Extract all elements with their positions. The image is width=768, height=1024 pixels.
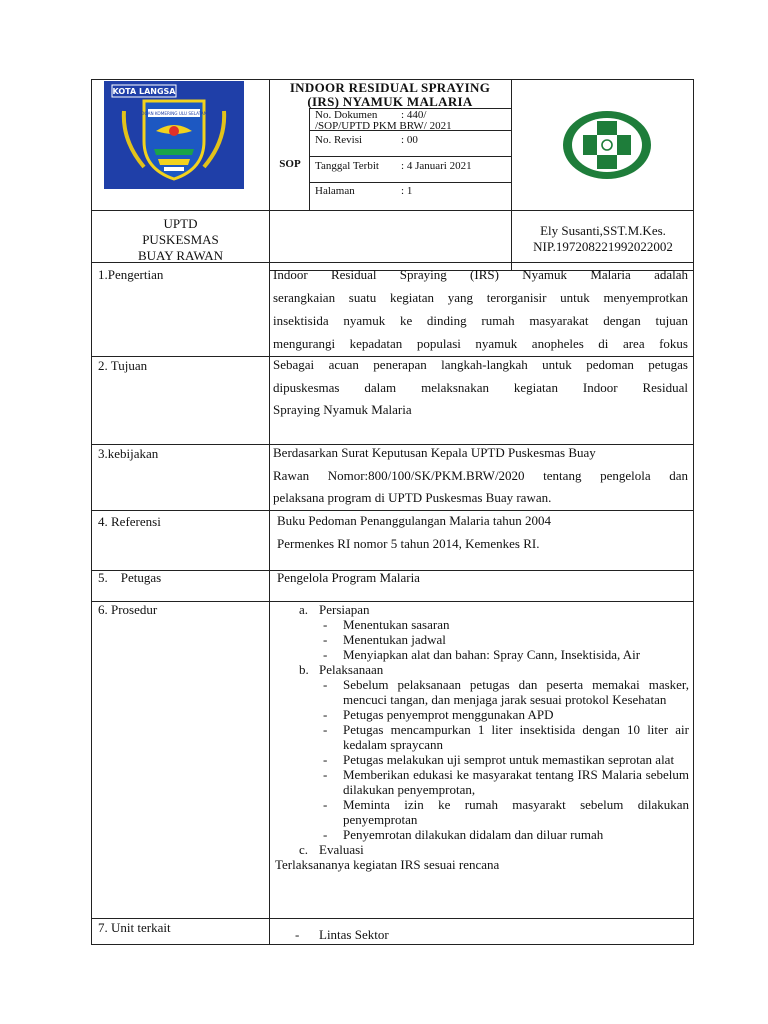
text-line: insektisida nyamuk ke dinding rumah masyarakat dengan tujuan — [273, 313, 688, 328]
item-text: Lintas Sektor — [319, 927, 389, 942]
dash-marker: - — [295, 927, 300, 942]
region-emblem — [104, 81, 244, 189]
org-line-1: UPTD — [163, 216, 198, 231]
section-label-referensi: 4. Referensi — [98, 514, 161, 529]
text-line: dipuskesmas dalam melaksnakan kegiatan Indoor Residual — [273, 379, 688, 395]
procedure-item — [273, 767, 689, 797]
section-text-kebijakan — [273, 442, 688, 510]
divider — [309, 108, 310, 210]
text-line: Buku Pedoman Penanggulangan Malaria tahun 2004 — [277, 513, 552, 528]
field-value: 00 — [406, 134, 418, 146]
group-marker: a. — [299, 602, 309, 617]
organization-name — [92, 216, 269, 264]
section-label-unit-terkait: 7. Unit terkait — [98, 920, 171, 935]
org-line-3: BUAY RAWAN — [137, 248, 224, 263]
text-line: Indoor Residual Spraying (IRS) Nyamuk Malaria adalah — [273, 267, 688, 282]
group-marker: b. — [299, 662, 309, 677]
field-sep: : — [401, 134, 405, 146]
text-line: Spraying Nyamuk Malaria — [273, 402, 412, 417]
field-label: Tanggal Terbit — [315, 160, 379, 172]
section-label-kebijakan: 3.kebijakan — [98, 446, 159, 461]
field-no-revisi — [315, 134, 511, 147]
item-text: Petugas melakukan uji semprot untuk memastikan seprotan alat — [343, 752, 675, 767]
field-label: No. Dokumen — [315, 109, 378, 121]
section-label-tujuan: 2. Tujuan — [98, 358, 148, 373]
section-label-prosedur: 6. Prosedur — [98, 602, 158, 617]
group-title: Evaluasi — [319, 842, 364, 857]
procedure-group — [273, 842, 689, 857]
procedure-item — [273, 797, 689, 827]
procedure-group — [273, 602, 689, 617]
sop-label: SOP — [279, 158, 301, 170]
dash-marker: - — [323, 677, 328, 692]
field-value: 4 Januari 2021 — [406, 160, 472, 172]
procedure-item — [273, 647, 689, 662]
divider — [309, 156, 511, 157]
divider — [92, 210, 693, 211]
dash-marker: - — [323, 617, 328, 632]
item-text: Petugas mencampurkan 1 liter insektisida dengan 10 liter air kedalam spraycann — [343, 722, 689, 752]
text-line: Sebagai acuan penerapan langkah-langkah untuk pedoman petugas — [273, 357, 688, 372]
puskesmas-logo — [559, 107, 655, 183]
item-text: Menentukan jadwal — [343, 632, 446, 647]
procedure-item — [273, 752, 689, 767]
text-line: pelaksana program di UPTD Puskesmas Buay rawan. — [273, 490, 552, 505]
emblem-banner: OGAN KOMERING ULU SELATAN — [141, 111, 207, 116]
procedure-item — [273, 827, 689, 842]
divider — [309, 182, 511, 183]
sop-document — [91, 79, 694, 945]
section-text-petugas: Pengelola Program Malaria — [277, 570, 420, 585]
group-title: Pelaksanaan — [319, 662, 384, 677]
item-text: Menyiapkan alat dan bahan: Spray Cann, Insektisida, Air — [343, 647, 641, 662]
item-text: Memberikan edukasi ke masyarakat tentang IRS Malaria sebelum dilakukan penyemprotan, — [343, 767, 689, 797]
field-sep: : — [401, 109, 405, 121]
dash-marker: - — [323, 707, 328, 722]
procedure-list — [273, 602, 689, 872]
list-item — [273, 927, 689, 943]
group-marker: c. — [299, 842, 309, 857]
field-sep: : — [401, 185, 405, 197]
divider — [92, 918, 693, 919]
item-text: Menentukan sasaran — [343, 617, 450, 632]
item-text: Sebelum pelaksanaan petugas dan peserta memakai masker, mencuci tangan, dan menjaga jarak sesuai protokol Kesehatan — [343, 677, 689, 707]
field-value: 440/ — [406, 109, 427, 121]
section-text-referensi — [277, 510, 688, 555]
procedure-footer: Terlaksananya kegiatan IRS sesuai rencana — [275, 857, 500, 872]
text-line: Berdasarkan Surat Keputusan Kepala UPTD Puskesmas Buay — [273, 445, 596, 460]
section-text-pengertian — [273, 263, 688, 355]
text-line: Rawan Nomor:800/100/SK/PKM.BRW/2020 tentang pengelola dan — [273, 467, 688, 483]
region-label: KOTA LANGSA — [112, 87, 176, 96]
org-line-2: PUSKESMAS — [142, 232, 219, 247]
text-line: mengurangi kepadatan populasi nyamuk anopheles di area fokus — [273, 336, 688, 351]
procedure-group — [273, 662, 689, 677]
document-title — [270, 81, 510, 109]
dash-marker: - — [323, 632, 328, 647]
title-line-2: (IRS) NYAMUK MALARIA — [307, 94, 473, 109]
field-value: 1 — [406, 185, 413, 197]
text-line: serangkaian suatu kegiatan yang terorganisir untuk menyemprotkan — [273, 290, 688, 305]
field-no-dokumen-cont: /SOP/UPTD PKM BRW/ 2021 — [315, 120, 452, 132]
dash-marker: - — [323, 827, 328, 842]
field-label: Halaman — [315, 185, 355, 197]
signer-nip: NIP.197208221992022002 — [533, 239, 673, 254]
section-text-tujuan — [273, 354, 688, 422]
signer-block — [512, 223, 694, 255]
field-halaman — [315, 185, 511, 198]
unit-terkait-list — [273, 927, 689, 943]
procedure-item — [273, 722, 689, 752]
field-sep: : — [401, 160, 405, 172]
title-line-1: INDOOR RESIDUAL SPRAYING — [289, 80, 491, 95]
section-label-pengertian: 1.Pengertian — [98, 267, 164, 282]
procedure-item — [273, 707, 689, 722]
procedure-item — [273, 632, 689, 647]
dash-marker: - — [323, 752, 328, 767]
item-text: Meminta izin ke rumah masyarakt sebelum dilakukan penyemprotan — [343, 797, 689, 827]
section-label-petugas: 5. Petugas — [98, 570, 162, 585]
dash-marker: - — [323, 647, 328, 662]
dash-marker: - — [323, 797, 328, 812]
signer-name: Ely Susanti,SST.M.Kes. — [540, 223, 666, 238]
dash-marker: - — [323, 767, 328, 782]
field-label: No. Revisi — [315, 134, 363, 146]
divider — [269, 262, 270, 944]
field-tanggal-terbit — [315, 160, 511, 173]
dash-marker: - — [323, 722, 328, 737]
item-text: Petugas penyemprot menggunakan APD — [343, 707, 554, 722]
text-line: Permenkes RI nomor 5 tahun 2014, Kemenkes RI. — [277, 535, 540, 551]
procedure-item — [273, 677, 689, 707]
procedure-item — [273, 617, 689, 632]
item-text: Penyemrotan dilakukan didalam dan diluar rumah — [343, 827, 604, 842]
group-title: Persiapan — [319, 602, 370, 617]
